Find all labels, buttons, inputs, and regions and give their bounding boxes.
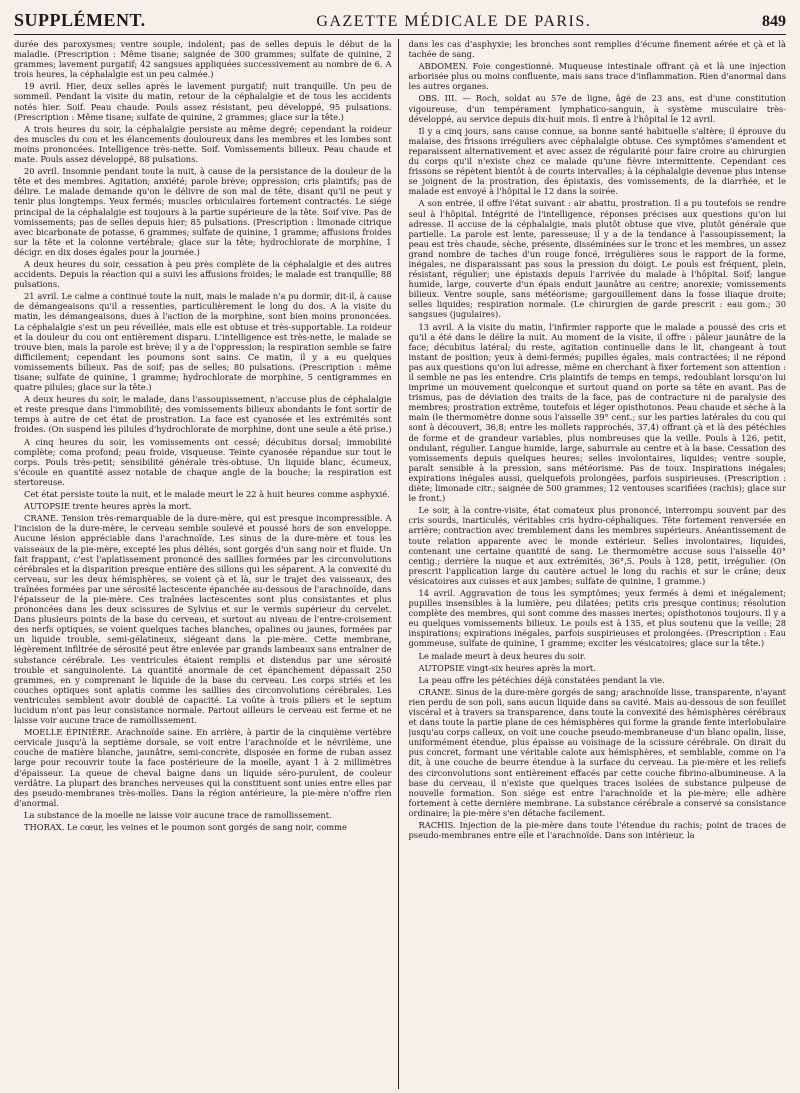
- paragraph: 20 avril. Insomnie pendant toute la nuit, à cause de la persistance de la douleur de la tête et des membres. Agitation; anxiété; parole brève; oppression; cris plaintifs; pas de délire. Le malade demande qu'on le délivre de son mal de tête, disant qu'il ne peut y tenir plus longtemps. Yeux fermés; muscles orbiculaires fortement contractés. Le siége principal de la céphalalgie est toujours à la partie supérieure de la tête. Soif vive. Pas de vomissements; pas de selles depuis hier; 85 pulsations. (Prescription : limonade citrique avec bicarbonate de potasse, 6 grammes; sulfate de quinine, 1 gramme; affusions froides sur la tête et la colonne vertébrale; glace sur la tête; hydrochlorate de morphine, 1 décigr. en dix doses égales pour la journée.): [14, 166, 392, 257]
- paragraph: RACHIS. Injection de la pie-mère dans toute l'étendue du rachis; point de traces de pseudo-membranes entre elle et l'arachnoïde. Dans son intérieur, la: [408, 820, 786, 841]
- paragraph: A cinq heures du soir, les vomissements ont cessé; décubitus dorsal; immobilité complète; coma profond; peau froide, visqueuse. Teinte cyanosée répandue sur tout le corps. Pouls très-petit; sensibilité générale très-obtuse. Un liquide blanc, écumeux, s'écoule en quantité assez notable de chaque angle de la bouche; la respiration est stertoreuse.: [14, 436, 392, 487]
- paragraph: CRANE. Tension très-remarquable de la dure-mère, qui est presque incompressible. A l'incision de la dure-mère, le cerveau semble soulevé et poussé hors de son enveloppe. Aucune lésion appréciable dans l'arachnoïde. Les sinus de la dure-mère et tous les vaisseaux de la pie-mère, excepté les plus déliés, sont gorgés d'un sang noir et fluide. Un fait frappant, c'est l'aplatissement prononcé des saillies formées par les circonvolutions cérébrales et la disparition presque entière des sillons qui les séparent. A la convexité du cerveau, sur les deux hémisphères, se voient çà et là, sur le trajet des vaisseaux, des traînées formées par une sérosité lactescente épanchée au-dessous de l'arachnoïde, dans l'épaisseur de la pie-mère. Ces traînées lactescentes sont plus consistantes et plus prononcées dans les deux scissures de Sylvius et sur le vermis supérieur du cervelet. Dans plusieurs points de la base du cerveau, et surtout au niveau de l'entre-croisement des nerfs optiques, se voient quelques taches blanches, opalines ou jaunes, formées par un liquide trouble, semi-gélatineux, siégeant dans la pie-mère. Cette membrane, légèrement infiltrée de sérosité peut être enlevée par grands lambeaux sans entraîner de substance cérébrale. Les ventricules étaient remplis et distendus par une sérosité trouble et sanguinolente. La quantité anormale de cet épanchement dépassait 250 grammes, en y comprenant le liquide de la base du cerveau. Les corps striés et les couches optiques sont aplatis comme les saillies des circonvolutions cérébrales. Les ventricules semblent avoir doublé de capacité. La voûte à trois piliers et le septum lucidum n'ont pas leur consistance normale. Partout ailleurs le cerveau est ferme et ne laisse voir aucune trace de ramollissement.: [14, 513, 392, 726]
- right-column: [409, 39, 787, 1089]
- supplement-label: SUPPLÉMENT.: [14, 10, 146, 30]
- paragraph: 14 avril. Aggravation de tous les symptômes; yeux fermés à demi et inégalement; pupilles insensibles à la lumière, peu dilatées; petits cris presque continus; résolution complète des membres, qui sont comme des masses inertes; opisthotonos toujours. Il y a eu quelques vomissements bilieux. Le pouls est à 135, et plus soutenu que la veille; 28 inspirations; expirations inégales, parfois suspirieuses et prolongées. (Prescription : Eau gommeuse, sulfate de quinine, 1 gramme; exciter les vésicatoires; glace sur la tête.): [408, 587, 786, 649]
- paragraph: Il y a cinq jours, sans cause connue, sa bonne santé habituelle s'altère; il éprouve du malaise, des frissons irréguliers avec céphalalgie obtuse. Ces symptômes s'amendent et reparaissent alternativement et avec assez de régularité pour faire croire au chirurgien du corps qu'il n'existe chez ce malade qu'une fièvre intermittente. Cependant ces frissons se répètent bientôt à de courts intervalles; à la céphalalgie devenue plus intense se joignent de la prostration, des épistaxis, des vomissements, de la diarrhée, et le malade est envoyé à l'hôpital le 12 dans la soirée.: [408, 125, 786, 197]
- paragraph: MOELLE ÉPINIÈRE. Arachnoïde saine. En arrière, à partir de la cinquième vertèbre cervicale jusqu'à la septième dorsale, se voit entre l'arachnoïde et le névrilème, une couche de matière blanche, jaunâtre, semi-concrète, disposée en forme de ruban assez large pour recouvrir toute la face postérieure de la moelle, ayant 1 à 2 millimètres d'épaisseur. La queue de cheval baigne dans un liquide séro-purulent, de couleur verdâtre. La plupart des branches nerveuses qui la constituent sont unies entre elles par des pseudo-membranes très-molles. Dans la région antérieure, la pie-mère n'offre rien d'anormal.: [14, 727, 392, 808]
- paragraph: A son entrée, il offre l'état suivant : air abattu, prostration. Il a pu toutefois se rendre seul à l'hôpital. Intégrité de l'intelligence, réponses précises aux questions qu'on lui adresse. Il accuse de la céphalalgie, mais plutôt obtuse que vive, plutôt générale que partielle. La parole est lente, paresseuse; il y a de la tendance à l'assoupissement; la peau est très chaude, sèche, présente, disséminées sur le tronc et les membres, un assez grand nombre de taches d'un rouge foncé, irrégulières sous le rapport de la forme, inégales, ne disparaissant pas sous la pression du doigt. Le pouls est fréquent, plein, résistant, régulier; une épistaxis depuis l'arrivée du malade à l'hôpital. Soif; langue humide, large, couverte d'un épais enduit jaunâtre au centre; anorexie; vomissements bilieux. Ventre souple, sans météorisme; gargouillement dans la fosse iliaque droite; selles liquides; respiration normale. (Le chirurgien de garde prescrit : eau gom.; 30 sangsues (jugulaires).: [408, 198, 786, 320]
- left-column: [14, 39, 399, 1089]
- journal-title: GAZETTE MÉDICALE DE PARIS.: [316, 13, 592, 30]
- paragraph: Le soir, à la contre-visite, état comateux plus prononcé, interrompu souvent par des cris sourds, inarticulés, véritables cris hydro-céphaliques. Tête fortement renversée en arrière; contraction avec tremblement dans les membres supérieurs. Anéantissement de toute relation apparente avec le monde extérieur. Selles involontaires, liquides, contenant une certaine quantité de sang. Le thermomètre accuse sous l'aisselle 40° centig.; derrière la nuque et aux extrémités, 36°,5. Pouls à 128, petit, irrégulier. (On prescrit l'application large du cautère actuel le long du rachis et sur le crâne; deux vésicatoires aux cuisses et aux jambes; sulfate de quinine, 1 gramme.): [408, 505, 786, 586]
- paragraph: CRANE. Sinus de la dure-mère gorgés de sang; arachnoïde lisse, transparente, n'ayant rien perdu de son poli, sans aucun liquide dans sa cavité. Mais au-dessous de son feuillet viscéral et à travers sa transparence, dans toute la convexité des hémisphères cérébraux et dans toute la partie plane de ces hémisphères qui forme la grande fente interlobulaire jusqu'au corps calleux, on voit une couche pseudo-membraneuse d'un blanc opalin, lisse, uniformément étendue, plus épaisse au voisinage de la scissure cérébrale. On dirait du pus concret, formant une véritable calote aux hémisphères, et semblable, comme on l'a dit, à une couche de beurre étendue à la surface du cerveau. La pie-mère et les reliefs des circonvolutions sont entièrement effacés par cette couche fibrino-albumineuse. A la base du cerveau, il n'existe que quelques traces isolées de substance pulpeuse de nouvelle formation. Son siége est entre l'arachnoïde et la pie-mère; elle adhère fortement à cette dernière membrane. La substance cérébrale a conservé sa consistance ordinaire; la pie-mère s'en détache facilement.: [408, 686, 786, 818]
- paragraph: 13 avril. A la visite du matin, l'infirmier rapporte que le malade a poussé des cris et qu'il a été dans le délire la nuit. Au moment de la visite, il offre : pâleur jaunâtre de la face; décubitus latéral; du reste, agitation continuelle dans le lit, changeant à tout instant de position; yeux à demi-fermés; pupilles égales, mais contractées; il ne répond pas aux questions qu'on lui adresse, même en cherchant à fixer fortement son attention : il semble ne pas les entendre. Cris plaintifs de temps en temps, redoublant lorsqu'on lui imprime un mouvement quelconque et surtout quand on porte sa tête en avant. Pas de trismus, pas de déviation des traits de la face, pas de contracture ni de paralysie des membres; prostration extrême, toutefois et léger opisthotonos. Peau chaude et sèche à la main (le thermomètre donne sous l'aisselle 39° cent.; sur les parties latérales du cou qui sont à découvert, 36,8; entre les mollets rapprochés, 37,4) offrant çà et là des pétéchies de forme et de grandeur variables, plus nombreuses que la veille. Pouls à 126, petit, ondulant, régulier. Langue humide, large, saburrale au centre et à la base. Cessation des vomissements depuis quelques heures; selles involontaires, liquides; ventre souple, paraît sensible à la pression, sans météorisme. Pas de toux. Inspirations inégales; expirations inégales aussi, quelquefois prolongées, parfois suspirieuses. (Prescription : diète; limonade citr.; saignée de 500 grammes; 12 ventouses scarifiées (rachis); glace sur le front.): [408, 321, 786, 504]
- paragraph: La peau offre les pétéchies déjà constatées pendant la vie.: [418, 674, 665, 685]
- paragraph: THORAX. Le cœur, les veines et le poumon sont gorgés de sang noir, comme: [24, 822, 347, 833]
- paragraph: durée des paroxysmes; ventre souple, indolent; pas de selles depuis le début de la maladie. (Prescription : Même tisane; saignée de 300 grammes; sulfate de quinine, 2 grammes; lavement purgatif; 42 sangsues appliquées successivement au nombre de 6. A trois heures, la céphalalgie est un peu calmée.): [14, 39, 392, 80]
- paragraph: dans les cas d'asphyxie; les bronches sont remplies d'écume finement aérée et çà et là tachée de sang.: [408, 39, 786, 60]
- paragraph: A trois heures du soir, la céphalalgie persiste au même degré; cependant la roideur des muscles du cou et les élancements douloureux dans les membres et les lombes sont moins prononcées. Intelligence très-nette. Soif. Vomissements bilieux. Peau chaude et mate. Pouls assez développé, 88 pulsations.: [14, 123, 392, 165]
- paragraph: AUTOPSIE vingt-six heures après la mort.: [418, 662, 596, 673]
- page-header: [14, 10, 786, 35]
- paragraph: Le malade meurt à deux heures du soir.: [418, 650, 586, 661]
- paragraph: ABDOMEN. Foie congestionné. Muqueuse intestinale offrant çà et là une injection arborisée plus ou moins confluente, mais sans trace d'inflammation. Rien d'anormal dans les autres organes.: [408, 61, 786, 92]
- paragraph: La substance de la moelle ne laisse voir aucune trace de ramollissement.: [24, 809, 332, 820]
- paragraph: AUTOPSIE trente heures après la mort.: [24, 501, 192, 512]
- paragraph: 21 avril. Le calme a continué toute la nuit, mais le malade n'a pu dormir, dit-il, à cause de démangeaisons qu'il a ressenties, particulièrement le long du dos. A la visite du matin, les démangeaisons, dues à l'action de la morphine, sont bien moins prononcées. La céphalalgie s'est un peu réveillée, mais elle est obtuse et très-supportable. La roideur et la douleur du cou ont entièrement disparu. L'intelligence est très-nette, le malade se trouve bien, mais la parole est brève; il y a de l'oppression; la respiration semble se faire difficilement; cependant les poumons sont sains. Ce matin, il y a eu quelques vomissements bilieux. Pas de soif; pas de selles; 80 pulsations. (Prescription : même tisane; sulfate de quinine, 1 gramme; hydrochlorate de morphine, 5 centigrammes en quatre pilules; glace sur la tête.): [14, 291, 392, 393]
- paragraph: OBS. III. — Roch, soldat au 57e de ligne, âgé de 23 ans, est d'une constitution vigoureuse, d'un tempérament lymphatico-sanguin, à système musculaire très-développé, au service depuis dix-huit mois. Il entre à l'hôpital le 12 avril.: [408, 93, 786, 124]
- paragraph: A deux heures du soir, cessation à peu près complète de la céphalalgie et des autres accidents. Depuis la réaction qui a suivi les affusions froides; le malade est tranquille; 88 pulsations.: [14, 258, 392, 290]
- paragraph: A deux heures du soir, le malade, dans l'assoupissement, n'accuse plus de céphalalgie et reste presque dans l'immobilité; des vomissements bilieux abondants le font sortir de temps à autre de cet état de prostration. La face est cyanosée et les extrémités sont froides. (On suspend les pilules d'hydrochlorate de morphine, dont une seule a été prise.): [14, 394, 392, 435]
- text-columns: [14, 39, 786, 1089]
- paragraph: Cet état persiste toute la nuit, et le malade meurt le 22 à huit heures comme asphyxié.: [24, 489, 390, 500]
- paragraph: 19 avril. Hier, deux selles après le lavement purgatif; nuit tranquille. Un peu de sommeil. Pendant la visite du matin, retour de la céphalalgie et de tous les accidents notés hier. Soif. Peau chaude. Pouls assez résistant, peu développé, 95 pulsations. (Prescription : Même tisane; sulfate de quinine, 2 grammes; glace sur la tête.): [14, 81, 392, 122]
- page-number: 849: [762, 13, 786, 30]
